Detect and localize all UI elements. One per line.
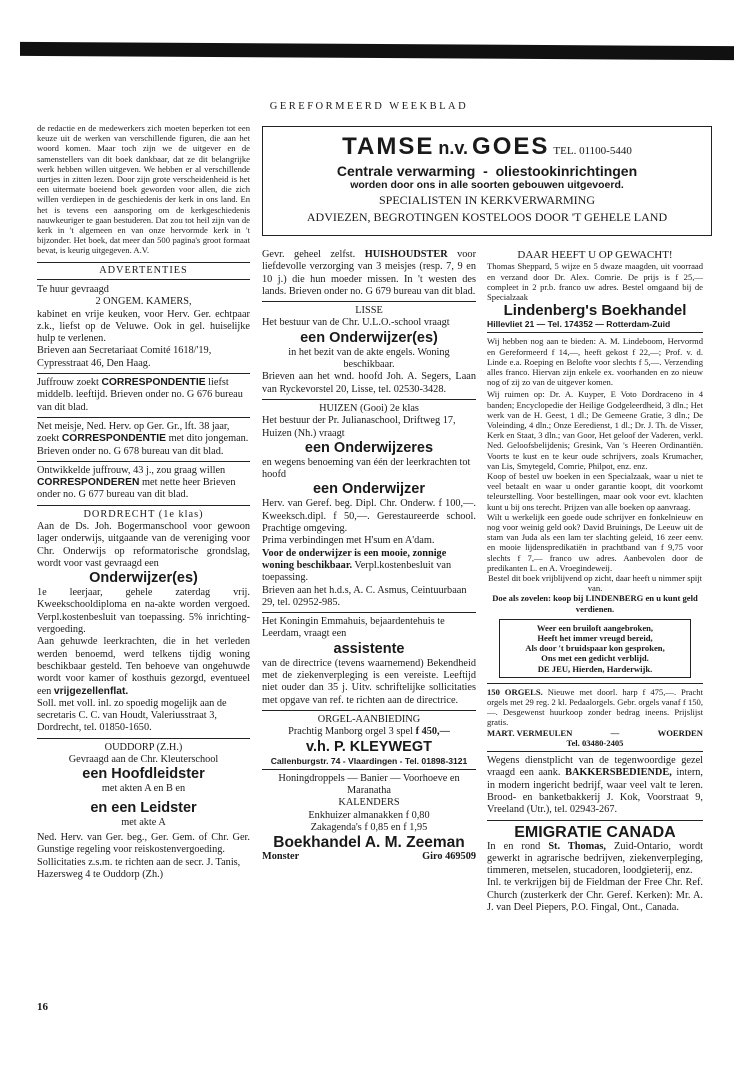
huur-address: Brieven aan Secretariaat Comité 1618/'19, Cypresstraat 46, Den Haag. (37, 345, 212, 369)
kalender-heading: KALENDERS (338, 797, 400, 809)
kalender-price-1: Enkhuizer almanakken f 0,80 (308, 809, 430, 821)
verse-line: Als door 't bruidspaar kon gesproken, (525, 643, 665, 654)
ouddorp-contact: Sollicitaties z.s.m. te richten aan de secr. J. Tanis, Hazersweg 4 te Ouddorp (Zh.) (37, 856, 241, 880)
dordrecht-intro: Aan de Ds. Joh. Bogermanschool voor gewoon lager onderwijs, uitgaande van de vereniging voor Chr. Onderwijs op reformatorische grondslag, wordt voor vast gevraagd een (37, 520, 250, 569)
ouddorp-intro: Gevraagd aan de Chr. Kleuterschool (68, 754, 219, 766)
dordrecht-housing: Aan gehuwde leerkrachten, die in het verleden werden benoemd, werd telkens tijdig woning beschikbaar gesteld. Ten behoeve van ongehuwde wordt voor kamer of kosthuis gezorgd, eventueel een vrijgezellenflat. (37, 636, 250, 697)
review-text: de redactie en de medewerkers zich moeten beperken tot een keuze uit de werken van verschillende figuren, die aan het woord komen. Maar toch zijn we de uitgever en de samenstellers van dit boek dankbaar, dat ze dit belangrijke werk hebben willen uitgeven. We hebben er al verschillende uurtjes in zitten lezen. Door zijn grote verscheidenheid is het een uitermate boeiend boek geworden voor allen, die zich willen verdiepen in de geschiedenis der kerk in ons land. En het is tevens een aansporing om de kerkgeschiedenis nauwkeuriger te gaan bestuderen. Dat zou tot heil zijn van de kerk in 't algemeen en van onze hervormde kerk in 't bijzonder. Het boek, dat meer dan 500 pagina's groot formaat bevat, is keurig uitgegeven. A.V. (37, 123, 250, 256)
lisse-body: in het bezit van de akte engels. Woning beschikbaar. (288, 346, 450, 371)
daar-heading: DAAR HEEFT U OP GEWACHT! (517, 249, 673, 261)
emmahuis-intro: Het Koningin Emmahuis, bejaardentehuis te Leerdam, vraagt een (262, 616, 445, 640)
page-number: 16 (37, 1001, 48, 1013)
vermeulen-line: MART. VERMEULEN — WOERDEN (487, 727, 703, 738)
column-right (487, 249, 703, 914)
lindenberg-address: Hillevliet 21 — Tel. 174352 — Rotterdam-Zuid (487, 319, 671, 330)
lindenberg-name: Lindenberg's Boekhandel (503, 302, 687, 320)
zeeman-footer: Monster Giro 469509 (262, 851, 476, 863)
column-middle (262, 249, 476, 863)
dordrecht-contact: Soll. met voll. inl. zo spoedig mogelijk aan de secretaris C. C. van Houdt, Valeriusstraat 3, Dordrecht, tel. 01850-1650. (37, 697, 227, 734)
huur-line: Te huur gevraagd (37, 283, 109, 295)
zeeman-name: Boekhandel A. M. Zeeman (273, 834, 465, 852)
lisse-title: een Onderwijzer(es) (300, 329, 438, 346)
ouddorp-title-1: een Hoofdleidster (82, 766, 205, 783)
lindenberg-slogan: Doe als zovelen: koop bij LINDENBERG en u kunt geld verdienen. (492, 593, 698, 614)
orgel-heading: ORGEL-AANBIEDING (317, 713, 421, 725)
ouddorp-body: Ned. Herv. van Ger. beg., Ger. Gem. of Chr. Ger. Gunstige regeling voor reiskostenvergoeding. (37, 831, 250, 856)
bruiloft-verse-box (499, 619, 691, 678)
huizen-body-2: Herv. van Geref. beg. Dipl. Chr. Onderw. f 100,—. Kweeksch.dipl. f 50,—. Gerestaureerde school. Prachtige omgeving. (262, 498, 476, 535)
tamse-advertisement (262, 126, 712, 236)
tamse-services: Centrale verwarming - oliestookinrichtingen (336, 163, 638, 179)
emmahuis-body: van de directrice (tevens waarnemend) Bekendheid met de ziekenverpleging is een vereiste. Leeftijd niet ouder dan 35 j. Uitv. schriftelijke sollicitaties met opgave van ref. te richten aan de directrice. (262, 657, 476, 706)
kalender-intro: Honingdroppels — Banier — Voorhoeve en Maranatha (278, 772, 460, 796)
vermeulen-tel: Tel. 03480-2405 (566, 737, 624, 748)
emigratie-body: In en rond St. Thomas, Zuid-Ontario, wordt gewerkt in agrarische bedrijven, ziekenverpleging, timmeren, metselen, stucadoren, loodgieterij, enz. (487, 840, 704, 877)
ouddorp-heading: OUDDORP (Z.H.) (104, 741, 183, 753)
bakker-ad: Wegens dienstplicht van de tegenwoordige gezel vraagd een aank. BAKKERSBEDIENDE, intern, in modern ingericht bedrijf, waar veel valt te leren. Brood- en banketbakkerij J. Kok, Voorstraat 9, Vreeland (Utr.), tel. 02943-267. (487, 755, 703, 816)
ad-correspondentie-1: Juffrouw zoekt CORRESPONDENTIE liefst middelb. leeftijd. Brieven onder no. G 676 bureau van dit blad. (37, 377, 243, 413)
emmahuis-title: assistente (333, 640, 405, 657)
daar-body: Thomas Sheppard, 5 wijze en 5 dwaze maagden, uit voorraad en verzand door Dr. Alex. Comrie. De prijs is f 25,— compleet in 2 pr.b. franco uw adres. Bestel omgaand bij de Specialzaak (487, 261, 703, 302)
huishoudster-ad: Gevr. geheel zelfst. HUISHOUDSTER voor liefdevolle verzorging van 3 meisjes (resp. 7, 9 en 10 j.) die hun moeder missen. In 't westen des lands. Brieven onder no. G 679 bureau van dit blad. (262, 249, 476, 297)
ouddorp-akten-2: met akte A (121, 816, 166, 828)
lindenberg-offer-2: Wij ruimen op: Dr. A. Kuyper, E Voto Dordraceno in 4 banden; Encyclopedie der Heilige Godgeleerdheid, 3 dln.; Het werk van de H. Geest, 1 dl.; De Gemeene Gratie, 3 dln.; De Voleinding, 4 dln.; Onze Eeredienst, 1 dl.; Dr. J. Th. de Visser, Kerk en Staat, 3 dln.; van Goor, Het geloof der Vaderen, verkl. Ned. Geloofsbelijdenis; Gresink, Van 's Heeren Ordinantiën. Voorts te kust en te keur oude schrijvers, zoals Krumacher, van Lis, Smytegeld, Comrie, Philpot, enz. enz. (487, 389, 703, 471)
huizen-heading: HUIZEN (Gooi) 2e klas (319, 402, 419, 414)
orgel-offer: Prachtig Manborg orgel 3 spel f 450,— (288, 726, 450, 738)
verse-line: Weer een bruiloft aangebroken, (536, 622, 654, 633)
page-header: GEREFORMEERD WEEKBLAD (269, 101, 469, 112)
lindenberg-offer-5: Bestel dit boek vrijblijvend op zicht, daar heeft u nimmer spijt van. (487, 572, 703, 594)
lisse-contact: Brieven aan het wnd. hoofd Joh. A. Segers, Laan van Ryckevorstel 20, Lisse, tel. 02530-3428. (262, 371, 476, 395)
dordrecht-heading: DORDRECHT (1e klas) (83, 508, 204, 520)
lindenberg-offer-3: Koop of bestel uw boeken in een Specialzaak, waar u niet te veel betaalt en waar u onder garantie koopt, dit voorkomt teleurstelling. Voor bestellingen, maar ook voor evt. klachten kunt u bij ons terecht. Prijzen van alle boeken op aanvraag. (487, 470, 703, 512)
kleywegt-name: v.h. P. KLEYWEGT (306, 738, 432, 755)
huizen-body-3: Prima verbindingen met H'sum en A'dam. (262, 535, 435, 547)
lisse-heading: LISSE (355, 305, 383, 317)
ouddorp-akten-1: met akten A en B en (101, 783, 186, 795)
tamse-title-line: TAMSE n.v. GOES TEL. 01100-5440 (342, 133, 632, 160)
emigratie-title: EMIGRATIE CANADA (514, 823, 676, 841)
advertenties-heading: ADVERTENTIES (37, 262, 250, 280)
lindenberg-offer-1: Wij hebben nog aan te bieden: A. M. Lindeboom, Hervormd en Gereformeerd f 14,—, heeft gekost f 22,—; Prof. v. d. Linde e.a. Roeping en Belofte voor slechts f 5,—. Verzending alles franco. Hiervan zijn enkele ex. voorhanden en zo nieuw nog of zij zo van de uitgever komen. (487, 336, 703, 388)
tamse-line-2: worden door ons in alle soorten gebouwen uitgevoerd. (350, 179, 624, 191)
huizen-body-4: Voor de onderwijzer is een mooie, zonnige woning beschikbaar. Verpl.kostenbesluit van toepassing. (262, 547, 452, 584)
orgels-ad: 150 ORGELS. Nieuwe met doorl. harp f 475,—. Pracht orgels met 29 reg. 2 kl. Pedaalorgels. Gebr. orgels vanaf f 150,—. Desgewenst huurkoop zonder bedrag ineens. Prijslijst gratis. (487, 686, 703, 728)
ouddorp-title-2: en een Leidster (90, 799, 197, 816)
tamse-line-4: ADVIEZEN, BEGROTINGEN KOSTELOOS DOOR 'T GEHELE LAND (306, 210, 668, 224)
huizen-title-1: een Onderwijzeres (304, 439, 434, 456)
top-border-bar (20, 42, 734, 60)
dordrecht-title: Onderwijzer(es) (89, 570, 198, 587)
column-left (37, 123, 250, 881)
ad-correspondentie-3: Ontwikkelde juffrouw, 43 j., zou graag willen CORRESPONDEREN met nette heer Brieven onder no. G 677 bureau van dit blad. (37, 464, 236, 501)
huizen-intro: Het bestuur der Pr. Julianaschool, Driftweg 17, Huizen (Nh.) vraagt (262, 415, 456, 439)
ad-correspondentie-2: Net meisje, Ned. Herv. op Ger. Gr., lft. 38 jaar, zoekt CORRESPONDENTIE met dito jongeman. Brieven onder no. G 678 bureau van dit blad. (37, 420, 249, 457)
verse-line: Heeft het immer vreugd bereid, (537, 633, 653, 643)
dordrecht-body: 1e leerjaar, gehele zaterdag vrij. Kweekschooldiploma en na-akte worden vergoed. Verpl.kostenbesluit van toepassing. 5% inrichting-vergoeding. (37, 587, 250, 636)
huur-title: 2 ONGEM. KAMERS, (95, 296, 192, 308)
tamse-line-3: SPECIALISTEN IN KERKVERWARMING (379, 193, 595, 207)
verse-signature: DE JEU, Hierden, Harderwijk. (537, 663, 653, 674)
lindenberg-offer-4: Wilt u werkelijk een goede oude schrijver en fonkelnieuw en nog voor weinig geld ook? David Bruinings, De Leeuw uit de stam van Juda als een lam ter slachting geleid, 16 zeer eenv. en mooie lijdenspredikatiën in prachtband van f 9,75 voor slechts f 7,— franco uw adres. Aanbevolen door de predikanten L. en A. Vroegindeweij. (487, 511, 703, 573)
huur-body: kabinet en vrije keuken, voor Herv. Ger. echtpaar z.k., liefst op de Veluwe. Ook in gel. huiselijke hulp te verlenen. (37, 308, 250, 345)
huizen-title-2: een Onderwijzer (312, 481, 425, 498)
kalender-price-2: Zakagenda's f 0,85 en f 1,95 (310, 821, 428, 833)
verse-line: Ons met een gedicht verblijd. (541, 653, 649, 664)
emigratie-contact: Inl. te verkrijgen bij de Fieldman der Free Chr. Ref. Church (zusterkerk der Chr. Geref. Kerken): Mr. A. J. van Deel Piepers, P.O. Fingal, Ont., Canada. (487, 877, 703, 913)
lisse-intro: Het bestuur van de Chr. U.L.O.-school vraagt (262, 317, 450, 329)
kleywegt-address: Callenburgstr. 74 - Vlaardingen - Tel. 01898-3121 (270, 755, 468, 766)
huizen-body-1: en wegens benoeming van één der leerkrachten tot hoofd (262, 456, 471, 481)
huizen-contact: Brieven aan het h.d.s, A. C. Asmus, Ceintuurbaan 29, tel. 02952-985. (262, 584, 467, 608)
